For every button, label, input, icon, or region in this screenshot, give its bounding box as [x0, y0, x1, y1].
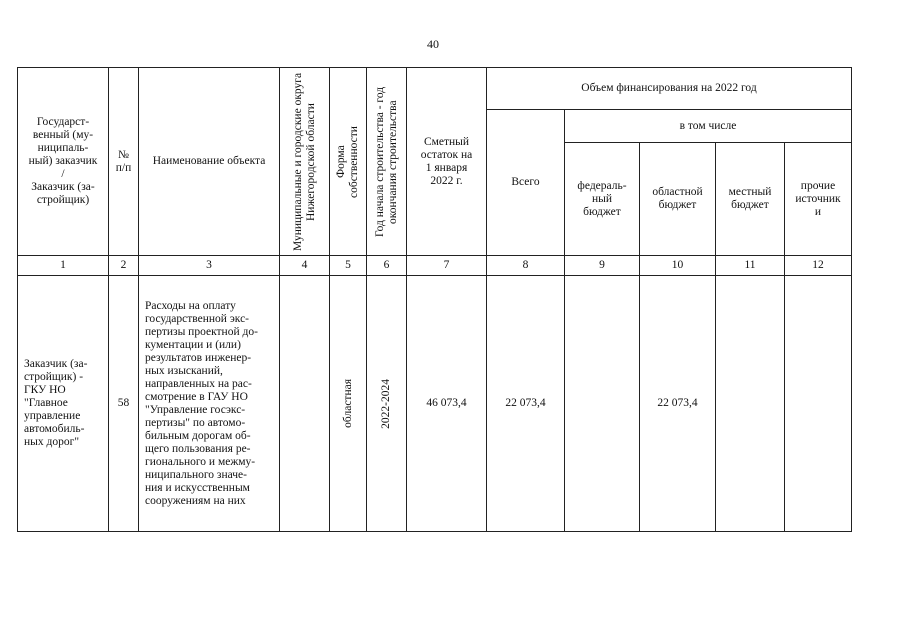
- column-number: 8: [487, 256, 565, 276]
- header-regional: областной бюджет: [640, 143, 716, 256]
- row-number: 58: [109, 276, 139, 532]
- row-municipality: [280, 276, 330, 532]
- row-federal: [565, 276, 640, 532]
- financing-table: [17, 67, 852, 532]
- header-customer: Государст- венный (му- ниципаль- ный) заказчик / Заказчик (за- стройщик): [18, 68, 109, 256]
- column-number: 2: [109, 256, 139, 276]
- header-total: Всего: [487, 110, 565, 256]
- header-years: [367, 68, 407, 256]
- row-ownership: [330, 276, 367, 532]
- column-number: 12: [785, 256, 852, 276]
- header-municipality-text: Муниципальные и городские округа Нижегородской области: [291, 72, 317, 251]
- column-number: 10: [640, 256, 716, 276]
- row-object-name: Расходы на оплату государственной экс- пертизы проектной до- кументации и (или) результатов инженер- ных изысканий, направленных на рас- смотрение в ГАУ НО "Управление госэкс- пертизы" по автомо- бильным дорогам об- щего пользования ре- гионального и межму- ниципального значе- ния и искусственным сооружениям на них: [139, 276, 280, 532]
- row-regional: 22 073,4: [640, 276, 716, 532]
- row-estimated-balance: 46 073,4: [407, 276, 487, 532]
- header-other: прочие источник и: [785, 143, 852, 256]
- header-years-text: Год начала строительства - год окончания строительства: [373, 86, 399, 237]
- column-number: 6: [367, 256, 407, 276]
- row-local: [716, 276, 785, 532]
- column-number: 1: [18, 256, 109, 276]
- row-years: [367, 276, 407, 532]
- row-other: [785, 276, 852, 532]
- table-row: [18, 276, 852, 532]
- row-total: 22 073,4: [487, 276, 565, 532]
- column-number: 7: [407, 256, 487, 276]
- header-financing-volume: Объем финансирования на 2022 год: [487, 68, 852, 110]
- header-number: № п/п: [109, 68, 139, 256]
- header-ownership: [330, 68, 367, 256]
- header-municipality: [280, 68, 330, 256]
- row-years-text: 2022-2024: [380, 378, 392, 429]
- header-object-name: Наименование объекта: [139, 68, 280, 256]
- row-customer: Заказчик (за- стройщик) - ГКУ НО "Главное управление автомобиль- ных дорог": [18, 276, 109, 532]
- column-number: 11: [716, 256, 785, 276]
- header-estimated-balance: Сметный остаток на 1 января 2022 г.: [407, 68, 487, 256]
- column-number: 4: [280, 256, 330, 276]
- column-number: 9: [565, 256, 640, 276]
- header-including: в том числе: [565, 110, 852, 143]
- column-number: 5: [330, 256, 367, 276]
- header-local: местный бюджет: [716, 143, 785, 256]
- page-number: 40: [427, 37, 439, 51]
- row-ownership-text: областная: [341, 379, 354, 428]
- column-number: 3: [139, 256, 280, 276]
- header-ownership-text: Форма собственности: [335, 125, 360, 198]
- header-federal: федераль- ный бюджет: [565, 143, 640, 256]
